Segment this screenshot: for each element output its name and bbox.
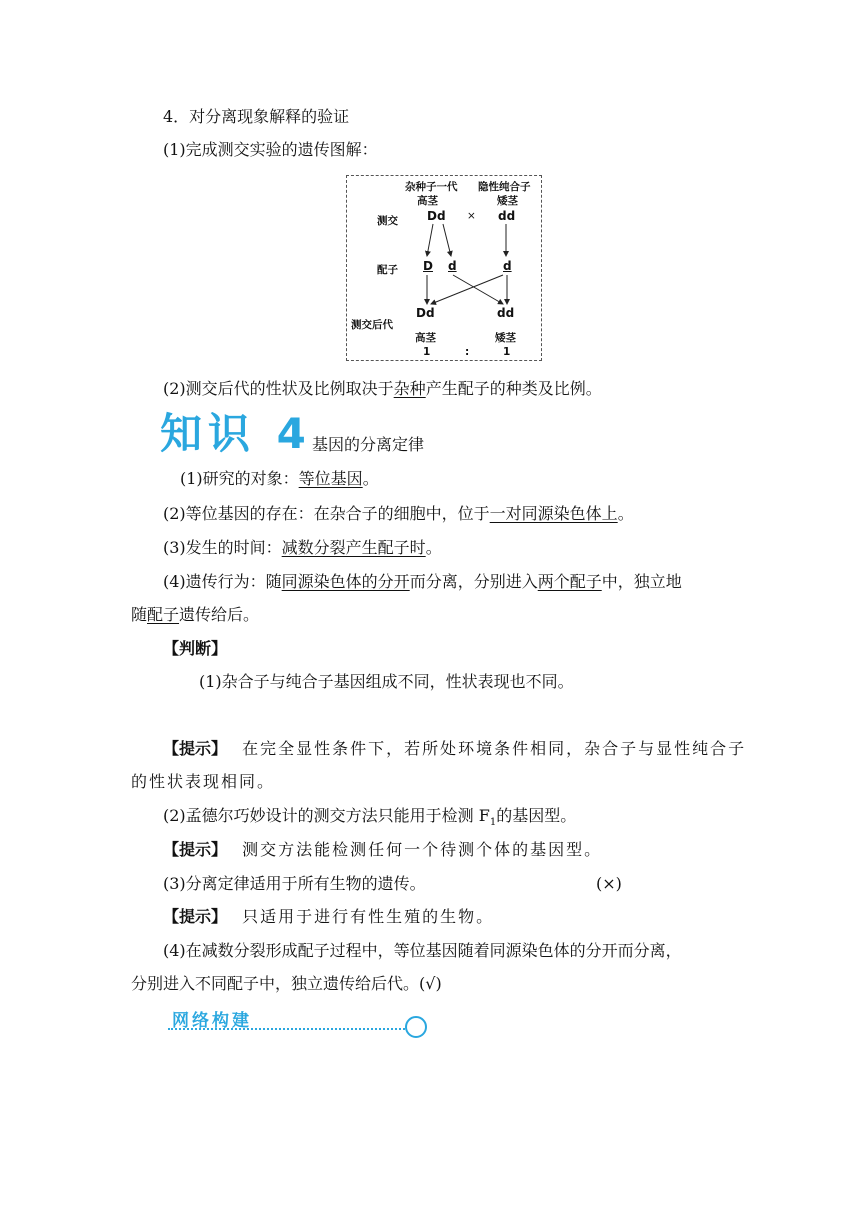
zhishi-title: 基因的分离定律 [312, 435, 425, 454]
law-item-4b-pre: 随 [131, 605, 148, 624]
law-item-4-cont [131, 604, 259, 626]
judge-q1: (1)杂合子与纯合子基因组成不同，性状表现也不同。 [199, 672, 574, 691]
network-circle-icon [405, 1016, 427, 1038]
hint-1-text-a: 在完全显性条件下，若所处环境条件相同，杂合子与显性纯合子 [242, 739, 747, 758]
ratio-1: 1 [423, 346, 431, 358]
law-item-4 [163, 571, 682, 593]
network-heading: 网络构建 [172, 1011, 252, 1031]
law-item-4b-answer: 配子 [147, 605, 180, 624]
offspring2-genotype: dd [497, 306, 515, 320]
law-item-1 [180, 468, 379, 490]
judge-hint-1 [163, 738, 746, 760]
label-cross: 测交 [377, 215, 398, 227]
item-2-post: 产生配子的种类及比例。 [425, 379, 602, 398]
label-gamete: 配子 [377, 264, 398, 276]
law-item-1-answer: 等位基因 [298, 469, 363, 488]
hint-label-1: 【提示】 [163, 739, 228, 758]
arrow-d2-to-off1 [431, 275, 503, 304]
offspring2-trait: 矮茎 [495, 332, 516, 344]
section-heading: 4．对分离现象解释的验证 [163, 107, 350, 126]
item-2-answer: 杂种 [393, 379, 426, 398]
judge-q3: (3)分离定律适用于所有生物的遗传。 [163, 874, 426, 893]
judge-q4-b: 分别进入不同配子中，独立遗传给后代。(√) [131, 974, 442, 993]
ratio-2: 1 [503, 346, 511, 358]
hint-label-3: 【提示】 [163, 907, 228, 926]
gamete-D: D [423, 259, 433, 273]
item-2 [163, 378, 602, 400]
item-2-pre: (2)测交后代的性状及比例取决于 [163, 379, 394, 398]
offspring1-trait: 高茎 [415, 332, 436, 344]
parent1-title: 杂种子一代 [405, 181, 458, 193]
parent2-trait: 矮茎 [497, 195, 518, 207]
law-item-1-post: 。 [362, 469, 379, 488]
judge-q2 [163, 805, 576, 834]
law-item-4-answer-2: 两个配子 [537, 572, 602, 591]
law-item-4-mid: 而分离，分别进入 [409, 572, 538, 591]
arrow-d-to-off2 [453, 275, 503, 304]
law-item-2-post: 。 [617, 504, 634, 523]
arrow-p1-to-d [443, 224, 451, 256]
law-item-1-pre: (1)研究的对象： [180, 469, 299, 488]
parent1-trait: 高茎 [417, 195, 438, 207]
ratio-colon: : [465, 346, 470, 358]
judge-q2-sub: 1 [489, 817, 497, 829]
law-item-3-answer: 减数分裂产生配子时 [281, 538, 426, 557]
law-item-4-pre: (4)遗传行为：随 [163, 572, 282, 591]
gamete-d-1: d [448, 259, 457, 273]
judge-q3-mark: (×) [596, 874, 622, 893]
diagram-arrows [347, 176, 543, 362]
judge-q4-a: (4)在减数分裂形成配子过程中，等位基因随着同源染色体的分开而分离， [163, 941, 682, 960]
judge-q2-post: 的基因型。 [496, 806, 577, 825]
judge-hint-3 [163, 906, 494, 928]
cross-symbol: × [467, 210, 476, 222]
label-offspring: 测交后代 [351, 319, 393, 331]
item-1: (1)完成测交实验的遗传图解： [163, 140, 378, 159]
judge-hint-2 [163, 839, 602, 861]
hint-3-text: 只适用于进行有性生殖的生物。 [242, 907, 495, 926]
law-item-2 [163, 503, 634, 525]
hint-label-2: 【提示】 [163, 840, 228, 859]
parent1-genotype: Dd [427, 209, 446, 223]
law-item-3-pre: (3)发生的时间： [163, 538, 282, 557]
network-divider [168, 1028, 408, 1030]
zhishi-label: 知识 4 [160, 409, 312, 458]
arrow-p1-to-D [427, 224, 433, 256]
gamete-d-2: d [503, 259, 512, 273]
judge-q2-pre: (2)孟德尔巧妙设计的测交方法只能用于检测 F [163, 806, 490, 825]
judge-label: 【判断】 [163, 639, 228, 658]
parent2-genotype: dd [498, 209, 516, 223]
hint-2-text: 测交方法能检测任何一个待测个体的基因型。 [242, 840, 603, 859]
law-item-4-answer-1: 同源染色体的分开 [281, 572, 410, 591]
parent2-title: 隐性纯合子 [478, 181, 531, 193]
testcross-diagram [346, 175, 542, 361]
law-item-4b-post: 遗传给后。 [179, 605, 260, 624]
offspring1-genotype: Dd [416, 306, 435, 320]
law-item-2-answer: 一对同源染色体上 [489, 504, 618, 523]
law-item-4-post: 中，独立地 [601, 572, 682, 591]
law-item-2-pre: (2)等位基因的存在：在杂合子的细胞中，位于 [163, 504, 490, 523]
law-item-3 [163, 537, 442, 559]
law-item-3-post: 。 [425, 538, 442, 557]
hint-1-text-b: 的性状表现相同。 [131, 772, 276, 791]
